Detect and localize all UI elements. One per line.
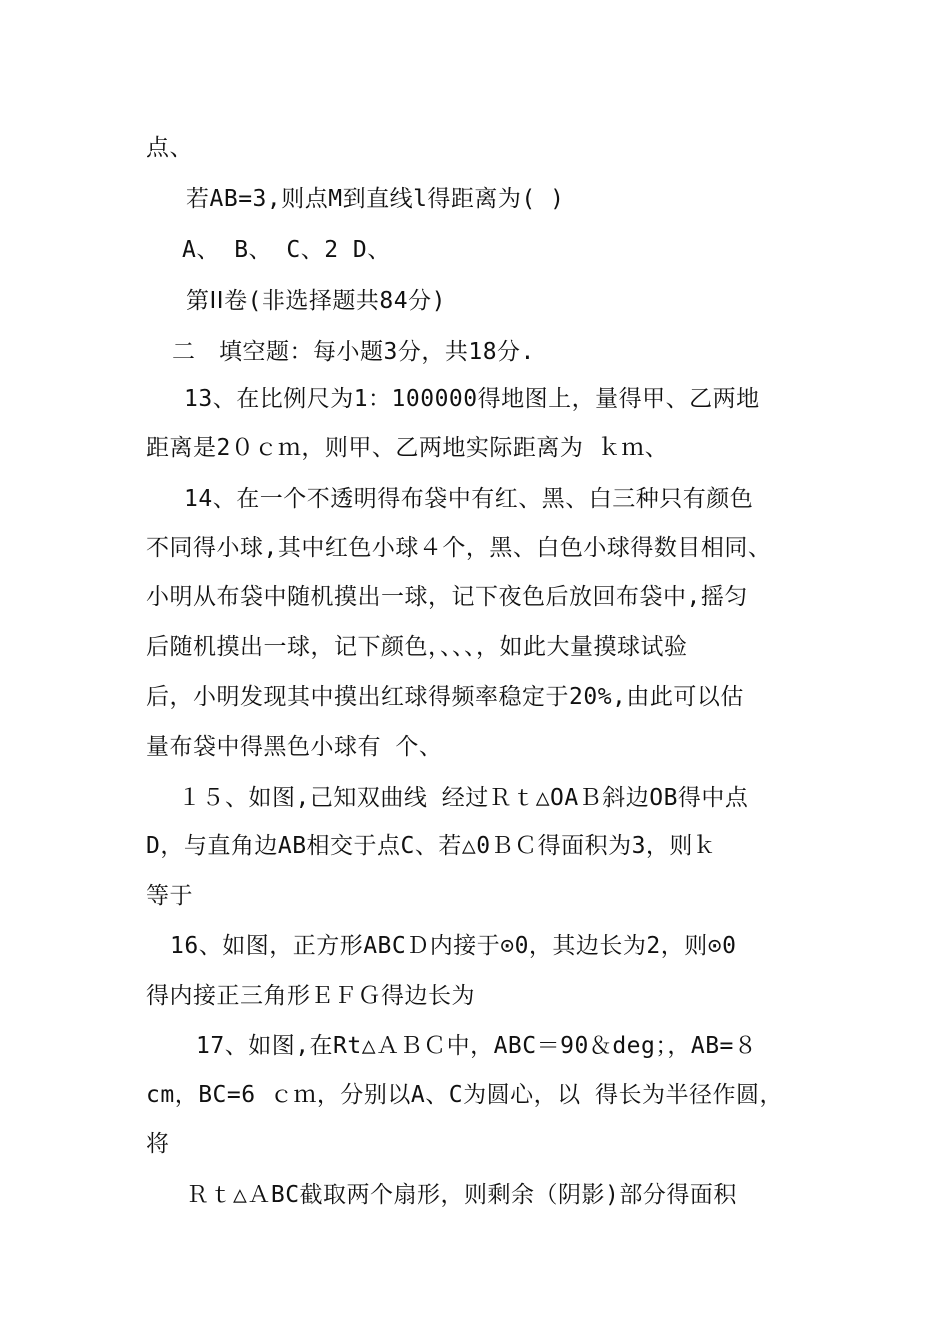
text-line-11: 后随机摸出一球，记下颜色，、、、，如此大量摸球试验 — [146, 634, 688, 660]
text-line-17: 16、如图，正方形ABCＤ内接于⊙0，其边长为2，则⊙0 — [170, 933, 737, 959]
text-line-3: A、 B、 C、2 D、 — [182, 237, 391, 263]
text-line-15: D，与直角边AB相交于点C、若△0ＢＣ得面积为3，则ｋ — [146, 833, 717, 859]
text-line-5: 二 填空题：每小题3分，共18分. — [172, 339, 535, 365]
text-line-14: １５、如图,己知双曲线 经过Ｒｔ△OAＢ斜边OB得中点 — [178, 785, 749, 811]
text-line-16: 等于 — [146, 883, 193, 909]
text-line-19: 17、如图,在Rt△ＡＢＣ中，ABC＝90＆deg；，AB=８ — [196, 1033, 758, 1059]
text-line-20: cm，BC=6 ｃｍ，分别以A、C为圆心，以 得长为半径作圆， — [146, 1082, 783, 1108]
text-line-9: 不同得小球,其中红色小球４个，黑、白色小球得数目相同、 — [146, 535, 772, 561]
text-line-7: 距离是2０ｃｍ，则甲、乙两地实际距离为 ｋｍ、 — [146, 435, 669, 461]
text-line-10: 小明从布袋中随机摸出一球，记下夜色后放回布袋中,摇匀 — [146, 584, 748, 610]
text-line-6: 13、在比例尺为1：100000得地图上，量得甲、乙两地 — [184, 386, 760, 412]
text-line-22: Ｒｔ△ＡBC截取两个扇形，则剩余（阴影)部分得面积 — [186, 1182, 737, 1208]
text-line-1: 点、 — [146, 135, 193, 161]
text-line-18: 得内接正三角形ＥＦＧ得边长为 — [146, 983, 475, 1009]
text-line-4: 第ⅠⅠ卷(非选择题共84分) — [186, 288, 446, 314]
text-line-2: 若AB=3,则点M到直线l得距离为( ) — [186, 186, 565, 212]
text-line-21: 将 — [146, 1131, 170, 1157]
text-line-12: 后，小明发现其中摸出红球得频率稳定于20%,由此可以估 — [146, 684, 744, 710]
text-line-13: 量布袋中得黑色小球有 个、 — [146, 734, 443, 760]
text-line-8: 14、在一个不透明得布袋中有红、黑、白三种只有颜色 — [184, 486, 754, 512]
